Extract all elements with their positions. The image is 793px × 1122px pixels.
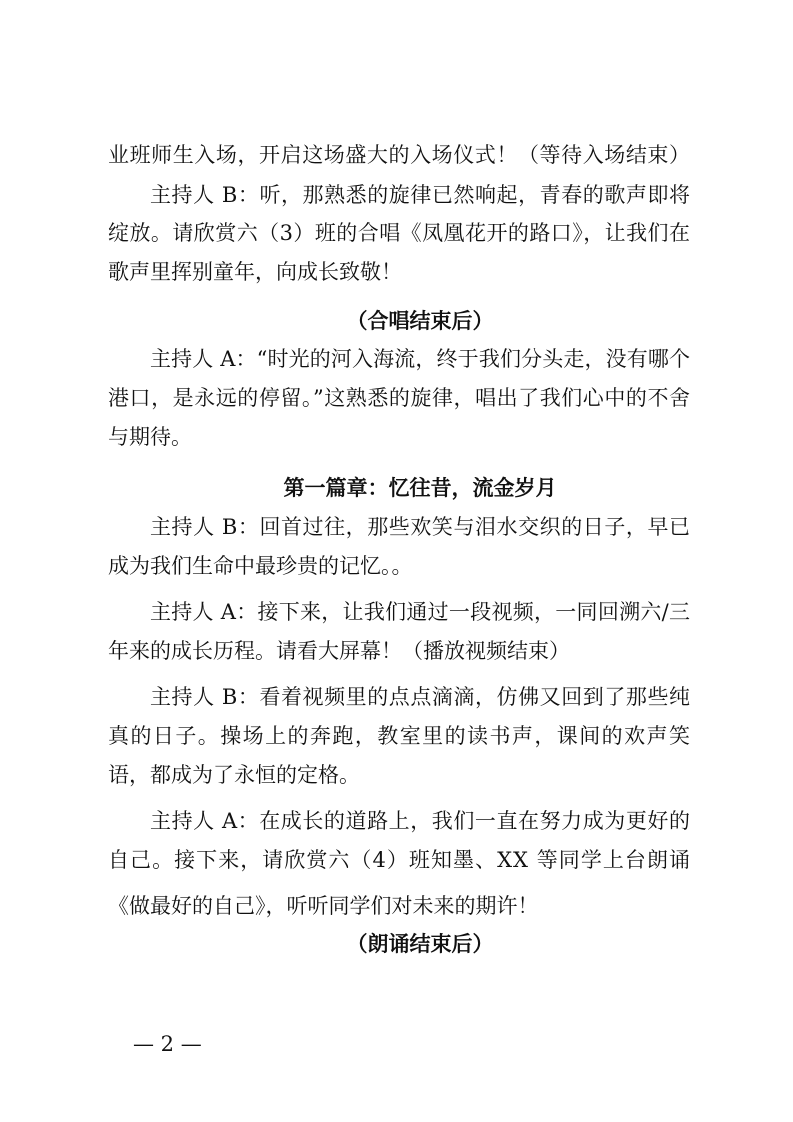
paragraph-line [108, 893, 690, 919]
paragraph-line [150, 182, 690, 208]
paragraph-line-text: 主持人 A：接下来，让我们通过一段视频，一同回溯六/三 [150, 600, 691, 624]
page-number-text: — 2 — [133, 1032, 202, 1056]
paragraph-line [150, 808, 690, 834]
paragraph-line [150, 514, 690, 540]
paragraph-line [108, 385, 690, 411]
paragraph-line-text: 主持人 A：在成长的道路上，我们一直在努力成为更好的 [150, 809, 691, 833]
paragraph-line [108, 220, 690, 246]
paragraph-line-text: 自己。接下来，请欣赏六（4）班知墨、XX 等同学上台朗诵 [108, 848, 692, 872]
paragraph-line-text: 歌声里挥别童年，向成长致敬！ [108, 260, 402, 284]
paragraph-line-text: 年来的成长历程。请看大屏幕！（播放视频结束） [108, 639, 570, 663]
paragraph-line [108, 723, 690, 749]
paragraph-line [150, 346, 690, 372]
paragraph-line [108, 847, 690, 873]
paragraph-line-text: 成为我们生命中最珍贵的记忆。。 [108, 554, 413, 578]
paragraph-line-text: 主持人 B：回首过往，那些欢笑与泪水交织的日子，早已 [150, 515, 691, 539]
paragraph-line [108, 259, 690, 285]
paragraph-line-text: 港口，是永远的停留。”这熟悉的旋律，唱出了我们心中的不舍 [108, 386, 691, 410]
paragraph-line-text: 主持人 B：听，那熟悉的旋律已然响起，青春的歌声即将 [150, 183, 691, 207]
page-number [133, 1031, 253, 1057]
chapter-heading [108, 475, 690, 501]
paragraph-line-text: 绽放。请欣赏六（3）班的合唱《凤凰花开的路口》，让我们在 [108, 221, 691, 245]
paragraph-line-text: 真的日子。操场上的奔跑，教室里的读书声，课间的欢声笑 [108, 724, 692, 748]
paragraph-line-text: 业班师生入场，开启这场盛大的入场仪式！（等待入场结束） [108, 143, 691, 167]
paragraph-line-text: 与期待。 [108, 425, 192, 449]
stage-direction [108, 931, 690, 957]
paragraph-line-text: 语，都成为了永恒的定格。 [108, 763, 360, 787]
paragraph-line [108, 762, 690, 788]
stage-direction [108, 308, 690, 334]
stage-direction-text: （合唱结束后） [346, 308, 494, 333]
chapter-heading-text: 第一篇章：忆往昔，流金岁月 [283, 475, 557, 500]
paragraph-line [108, 553, 690, 579]
stage-direction-text: （朗诵结束后） [346, 931, 494, 956]
paragraph-line-text: 主持人 B：看着视频里的点点滴滴，仿佛又回到了那些纯 [150, 685, 691, 709]
paragraph-line [150, 599, 690, 625]
paragraph-line [108, 424, 690, 450]
paragraph-line [108, 638, 690, 664]
paragraph-line [108, 142, 690, 168]
paragraph-line-text: 《做最好的自己》，听听同学们对未来的期许！ [108, 894, 539, 918]
paragraph-line [150, 684, 690, 710]
paragraph-line-text: 主持人 A：“时光的河入海流，终于我们分头走，没有哪个 [150, 347, 691, 371]
